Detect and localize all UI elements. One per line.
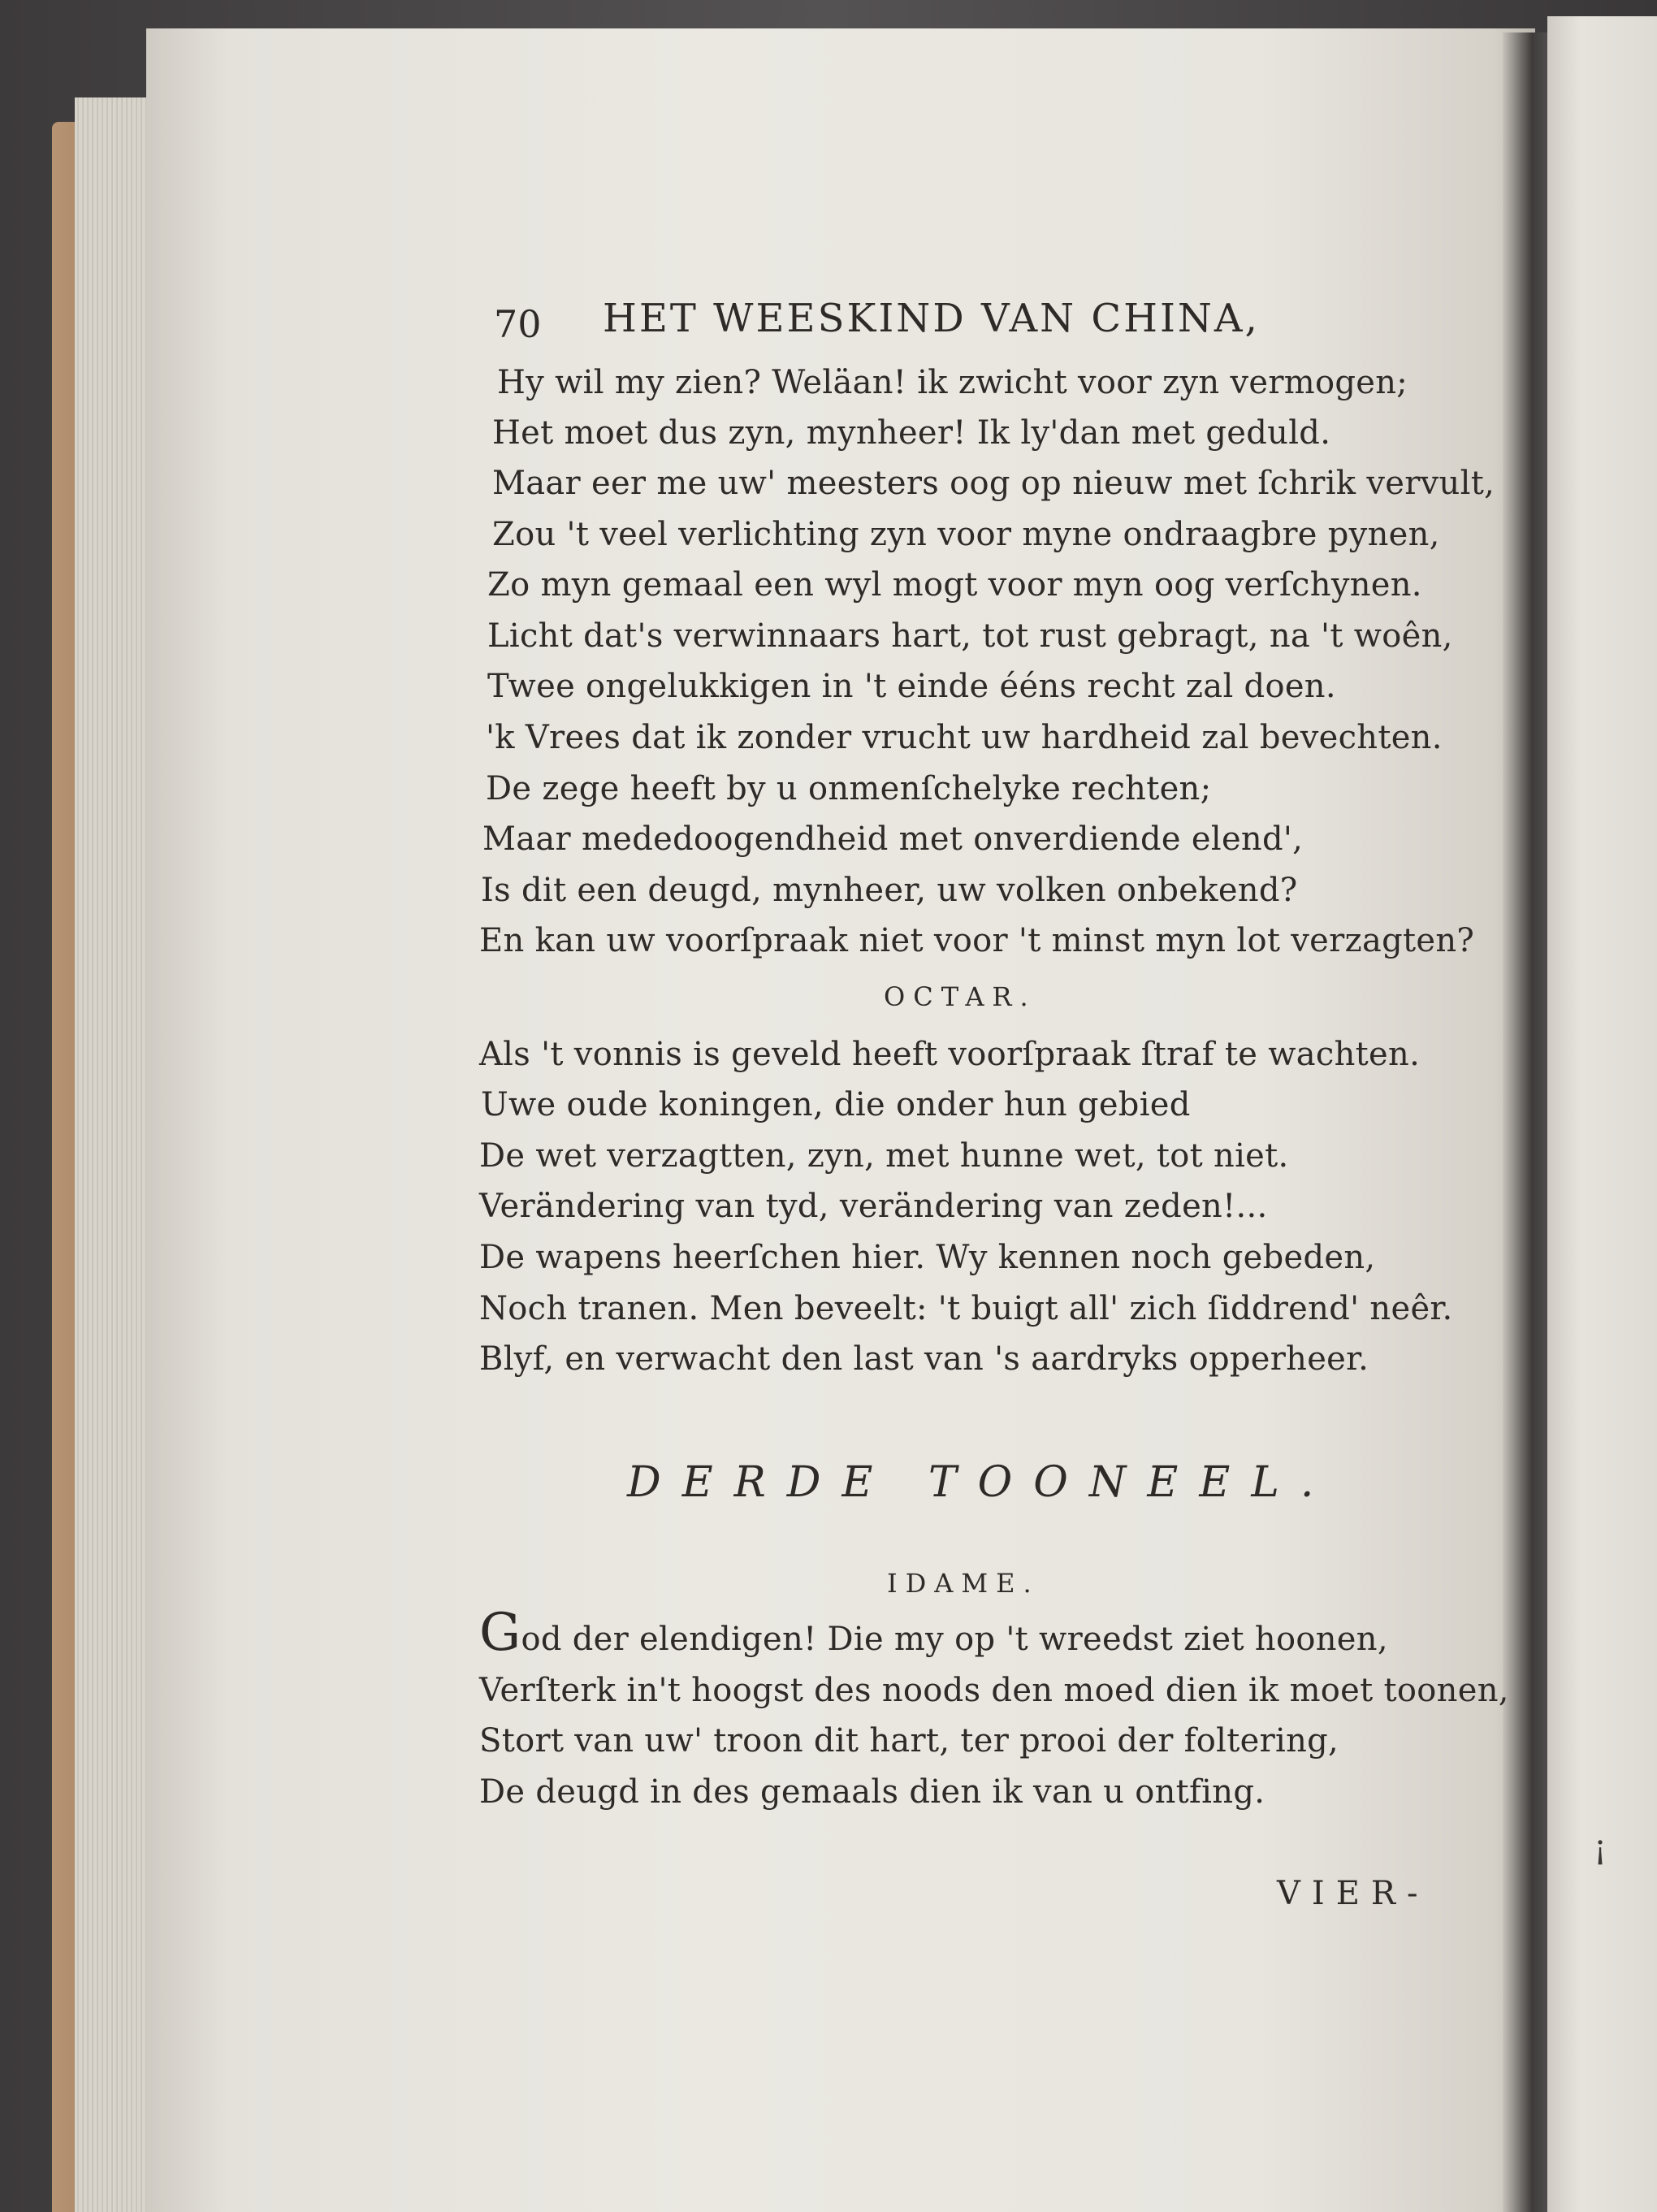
page-number: 70 — [494, 302, 542, 346]
verse-line: Licht dat's verwinnaars hart, tot rust gebragt, na 't woên, — [487, 617, 1453, 655]
verse-line: Verſterk in't hoogst des noods den moed dien ik moet toonen, — [479, 1672, 1509, 1709]
verse-line: Twee ongelukkigen in 't einde ééns recht zal doen. — [487, 668, 1336, 705]
verse-line: Verändering van tyd, verändering van zeden!... — [479, 1188, 1268, 1225]
verse-line: 'k Vrees dat ik zonder vrucht uw hardheid zal bevechten. — [486, 719, 1443, 756]
verse-line: Zou 't veel verlichting zyn voor myne ondraagbre pynen, — [492, 516, 1440, 553]
verse-line: Blyf, en verwacht den last van 's aardryks opperheer. — [479, 1340, 1369, 1378]
scene-heading: DERDE TOONEEL. — [627, 1458, 1335, 1507]
verse-line: Is dit een deugd, mynheer, uw volken onbekend? — [481, 872, 1298, 909]
verse-line: Maar eer me uw' meesters oog op nieuw met ſchrik vervult, — [492, 465, 1495, 502]
verse-line: Noch tranen. Men beveelt: 't buigt all' zich ſiddrend' neêr. — [479, 1290, 1453, 1327]
verse-line: Zo myn gemaal een wyl mogt voor myn oog verſchynen. — [487, 566, 1422, 604]
verse-line: De deugd in des gemaals dien ik van u ontfing. — [479, 1773, 1265, 1811]
verse-line: Het moet dus zyn, mynheer! Ik ly'dan met geduld. — [492, 414, 1331, 452]
verse-line: De wapens heerſchen hier. Wy kennen noch gebeden, — [479, 1239, 1376, 1276]
verse-line: Hy wil my zien? Weläan! ik zwicht voor zyn vermogen; — [497, 364, 1408, 401]
verse-line: Uwe oude koningen, die onder hun gebied — [481, 1086, 1191, 1123]
running-title: HET WEESKIND VAN CHINA, — [603, 296, 1260, 341]
verse-line: Als 't vonnis is geveld heeft voorſpraak ſtraf te wachten. — [479, 1036, 1421, 1073]
verse-line — [479, 1603, 1454, 1663]
verse-line: Stort van uw' troon dit hart, ter prooi der foltering, — [479, 1722, 1339, 1760]
catchword: VIER- — [1277, 1875, 1430, 1912]
verse-line: De zege heeft by u onmenſchelyke rechten; — [486, 770, 1212, 807]
verse-line: Maar mededoogendheid met onverdiende elend', — [482, 820, 1304, 858]
speaker-name: IDAME. — [887, 1568, 1040, 1599]
verse-line: En kan uw voorſpraak niet voor 't minst myn lot verzagten? — [479, 922, 1475, 959]
verse-line: De wet verzagtten, zyn, met hunne wet, tot niet. — [479, 1137, 1289, 1175]
verse-line-rest: od der elendigen! Die my op 't wreedst ziet hoonen, — [521, 1621, 1388, 1658]
margin-mark-icon: ¡ — [1594, 1829, 1607, 1867]
speaker-name: OCTAR. — [884, 981, 1036, 1012]
drop-cap: G — [479, 1603, 521, 1663]
